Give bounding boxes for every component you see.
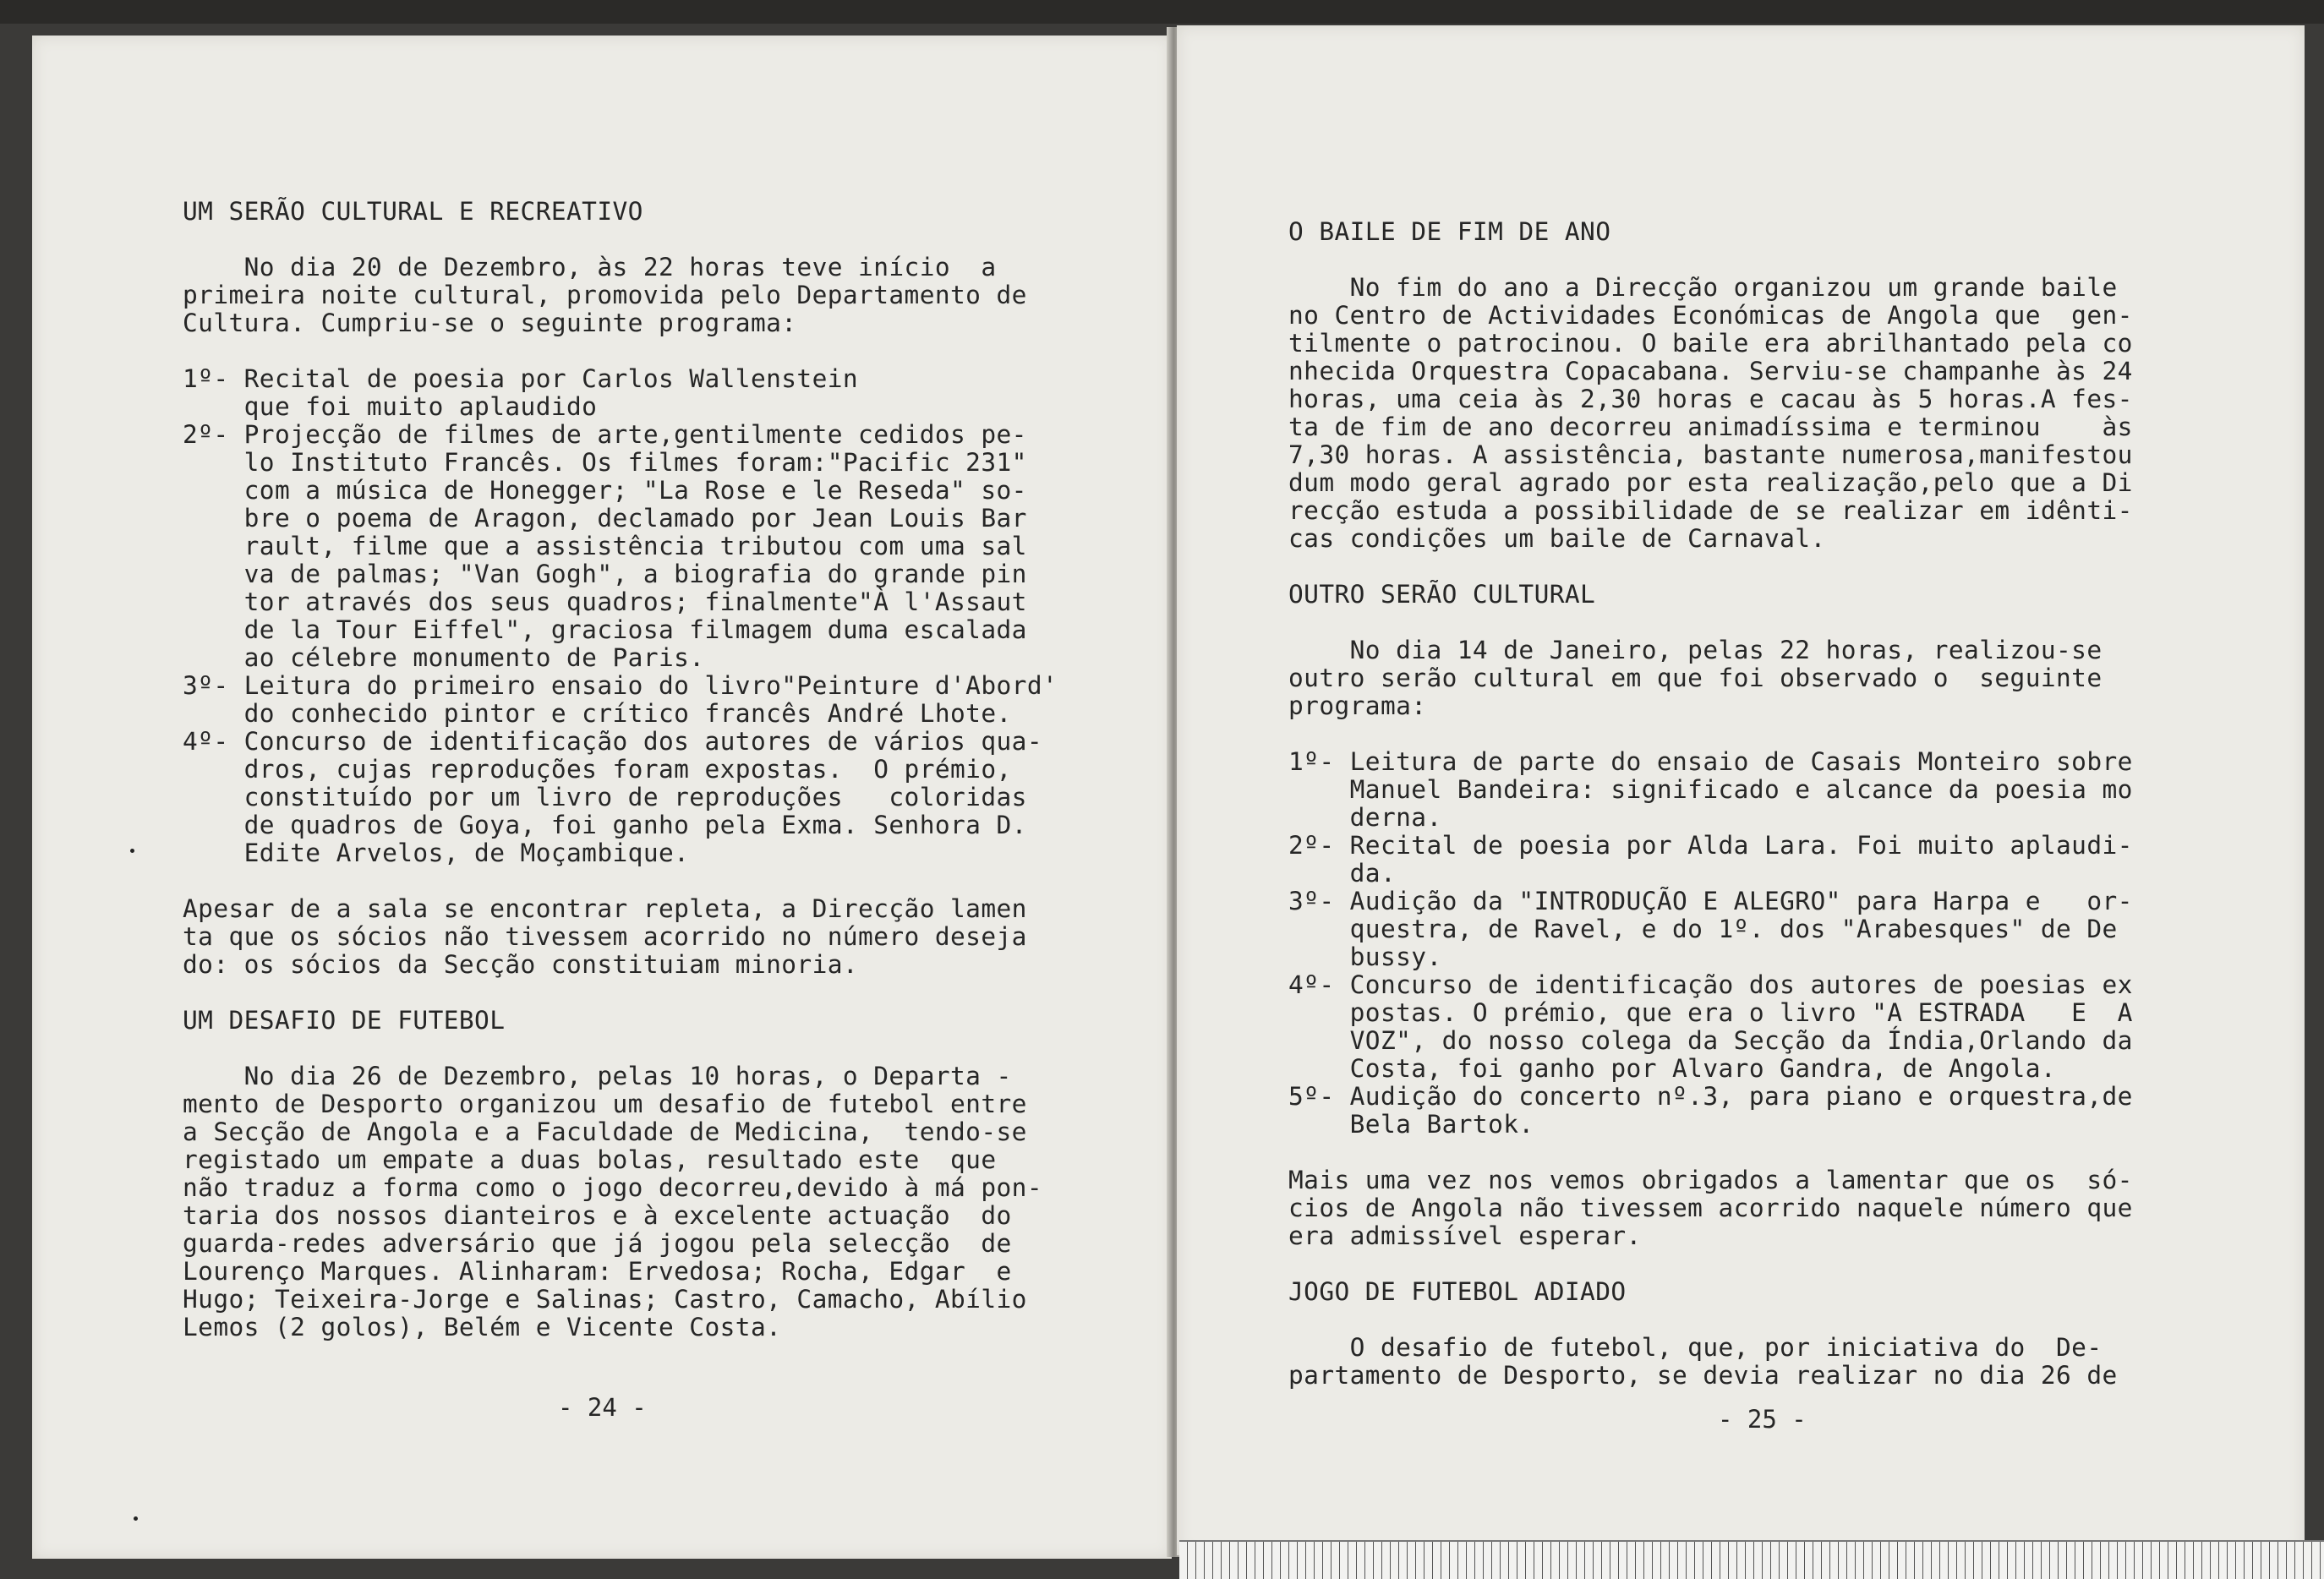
text-line: Bela Bartok. <box>1288 1110 1534 1139</box>
text-line: O desafio de futebol, que, por iniciativa do De- <box>1288 1333 2103 1362</box>
text-line: UM SERÃO CULTURAL E RECREATIVO <box>183 197 643 226</box>
text-line: da. <box>1288 859 1397 888</box>
blank-line <box>1288 609 2133 637</box>
text-line: Costa, foi ganho por Alvaro Gandra, de Angola. <box>1288 1054 2057 1083</box>
text-line: de la Tour Eiffel", graciosa filmagem duma escalada <box>183 615 1027 644</box>
text-line: recção estuda a possibilidade de se realizar em idênti- <box>1288 496 2133 525</box>
text-line: partamento de Desporto, se devia realizar no dia 26 de <box>1288 1361 2118 1390</box>
text-line: cios de Angola não tivessem acorrido naquele número que <box>1288 1194 2133 1222</box>
text-line: No fim do ano a Direcção organizou um grande baile <box>1288 273 2118 302</box>
text-line: primeira noite cultural, promovida pelo Departamento de <box>183 281 1027 309</box>
text-line: Manuel Bandeira: significado e alcance da poesia mo <box>1288 775 2133 804</box>
blank-line <box>1288 553 2133 581</box>
text-line: ta de fim de ano decorreu animadíssima e terminou às <box>1288 413 2133 441</box>
text-line: Lourenço Marques. Alinharam: Ervedosa; Rocha, Edgar e <box>183 1257 1012 1286</box>
text-line: 2º- Recital de poesia por Alda Lara. Foi muito aplaudi- <box>1288 831 2133 860</box>
text-line: 2º- Projecção de filmes de arte,gentilmente cedidos pe- <box>183 420 1027 449</box>
text-line: VOZ", do nosso colega da Secção da Índia,Orlando da <box>1288 1026 2133 1055</box>
scale-ruler <box>1179 1540 2324 1579</box>
text-line: 3º- Audição da "INTRODUÇÃO E ALEGRO" para Harpa e or- <box>1288 887 2133 915</box>
text-line: que foi muito aplaudido <box>183 392 598 421</box>
text-line: dros, cujas reproduções foram expostas. O prémio, <box>183 755 1012 784</box>
text-line: registado um empate a duas bolas, resultado este que <box>183 1145 997 1174</box>
text-line: bussy. <box>1288 942 1442 971</box>
text-line: UM DESAFIO DE FUTEBOL <box>183 1006 506 1035</box>
text-line: guarda-redes adversário que já jogou pela selecção de <box>183 1229 1012 1258</box>
right-page <box>1177 25 2305 1555</box>
ink-speck <box>130 849 134 853</box>
text-line: 4º- Concurso de identificação dos autores de vários qua- <box>183 727 1042 756</box>
text-line: derna. <box>1288 803 1442 832</box>
scanner-edge <box>0 0 2324 24</box>
blank-line <box>1288 1306 2133 1334</box>
text-line: va de palmas; "Van Gogh", a biografia do grande pin <box>183 560 1027 588</box>
text-line: cas condições um baile de Carnaval. <box>1288 524 1826 553</box>
text-line: No dia 20 de Dezembro, às 22 horas teve início a <box>183 253 997 281</box>
blank-line <box>1288 246 2133 274</box>
text-line: No dia 26 de Dezembro, pelas 10 horas, o Departa - <box>183 1062 1012 1090</box>
blank-line <box>183 867 1058 895</box>
blank-line <box>1288 720 2133 748</box>
text-line: 1º- Recital de poesia por Carlos Wallenstein <box>183 364 859 393</box>
blank-line <box>183 337 1058 365</box>
text-line: rault, filme que a assistência tributou com uma sal <box>183 532 1027 560</box>
blank-line <box>183 226 1058 254</box>
text-line: Cultura. Cumpriu-se o seguinte programa: <box>183 309 797 337</box>
text-line: do: os sócios da Secção constituiam minoria. <box>183 950 859 979</box>
text-line: era admissível esperar. <box>1288 1221 1642 1250</box>
blank-line <box>183 1035 1058 1063</box>
text-line: Mais uma vez nos vemos obrigados a lamentar que os só- <box>1288 1166 2133 1194</box>
text-line: OUTRO SERÃO CULTURAL <box>1288 580 1596 609</box>
text-line: com a música de Honegger; "La Rose e le Reseda" so- <box>183 476 1027 505</box>
blank-line <box>1288 1139 2133 1166</box>
text-line: no Centro de Actividades Económicas de Angola que gen- <box>1288 301 2133 330</box>
text-line: horas, uma ceia às 2,30 horas e cacau às 5 horas.A fes- <box>1288 385 2133 413</box>
right-page-number: - 25 - <box>1718 1405 1807 1434</box>
left-page-text <box>183 198 1058 1341</box>
text-line: 4º- Concurso de identificação dos autores de poesias ex <box>1288 970 2133 999</box>
text-line: Apesar de a sala se encontrar repleta, a Direcção lamen <box>183 894 1027 923</box>
text-line: do conhecido pintor e crítico francês André Lhote. <box>183 699 1012 728</box>
text-line: No dia 14 de Janeiro, pelas 22 horas, realizou-se <box>1288 636 2103 664</box>
text-line: bre o poema de Aragon, declamado por Jean Louis Bar <box>183 504 1027 533</box>
text-line: lo Instituto Francês. Os filmes foram:"Pacific 231" <box>183 448 1027 477</box>
text-line: Hugo; Teixeira-Jorge e Salinas; Castro, Camacho, Abílio <box>183 1285 1027 1314</box>
text-line: JOGO DE FUTEBOL ADIADO <box>1288 1277 1627 1306</box>
ink-speck <box>134 1516 138 1521</box>
text-line: 5º- Audição do concerto nº.3, para piano e orquestra,de <box>1288 1082 2133 1111</box>
text-line: a Secção de Angola e a Faculdade de Medicina, tendo-se <box>183 1117 1027 1146</box>
text-line: programa: <box>1288 691 1427 720</box>
text-line: taria dos nossos dianteiros e à excelente actuação do <box>183 1201 1012 1230</box>
text-line: dum modo geral agrado por esta realização,pelo que a Di <box>1288 468 2133 497</box>
text-line: ta que os sócios não tivessem acorrido no número deseja <box>183 922 1027 951</box>
blank-line <box>183 979 1058 1007</box>
text-line: outro serão cultural em que foi observado o seguinte <box>1288 664 2103 692</box>
text-line: não traduz a forma como o jogo decorreu,devido à má pon- <box>183 1173 1042 1202</box>
text-line: nhecida Orquestra Copacabana. Serviu-se champanhe às 24 <box>1288 357 2133 385</box>
text-line: 3º- Leitura do primeiro ensaio do livro"Peinture d'Abord' <box>183 671 1058 700</box>
text-line: tor através dos seus quadros; finalmente"À l'Assaut <box>183 587 1027 616</box>
text-line: Lemos (2 golos), Belém e Vicente Costa. <box>183 1313 782 1341</box>
left-page-number: - 24 - <box>558 1393 647 1422</box>
text-line: Edite Arvelos, de Moçambique. <box>183 839 690 867</box>
text-line: questra, de Ravel, e do 1º. dos "Arabesques" de De <box>1288 915 2118 943</box>
text-line: mento de Desporto organizou um desafio de futebol entre <box>183 1090 1027 1118</box>
text-line: constituído por um livro de reproduções coloridas <box>183 783 1027 811</box>
left-page <box>32 36 1172 1559</box>
text-line: 7,30 horas. A assistência, bastante numerosa,manifestou <box>1288 440 2133 469</box>
blank-line <box>1288 1250 2133 1278</box>
text-line: tilmente o patrocinou. O baile era abrilhantado pela co <box>1288 329 2133 358</box>
text-line: de quadros de Goya, foi ganho pela Exma. Senhora D. <box>183 811 1027 839</box>
right-page-text <box>1288 218 2133 1390</box>
text-line: ao célebre monumento de Paris. <box>183 643 705 672</box>
text-line: O BAILE DE FIM DE ANO <box>1288 217 1611 246</box>
text-line: postas. O prémio, que era o livro "A ESTRADA E A <box>1288 998 2133 1027</box>
text-line: 1º- Leitura de parte do ensaio de Casais Monteiro sobre <box>1288 747 2133 776</box>
